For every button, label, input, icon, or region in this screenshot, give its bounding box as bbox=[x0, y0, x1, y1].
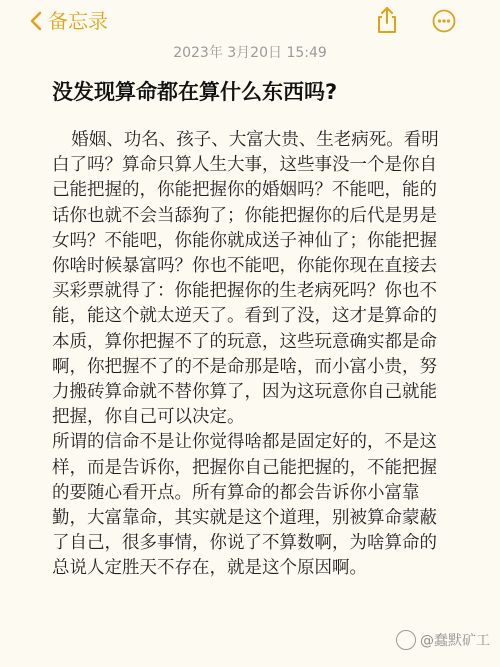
note-title[interactable]: 没发现算命都在算什么东西吗? bbox=[52, 80, 338, 104]
watermark-logo-icon bbox=[396, 630, 416, 650]
note-body[interactable] bbox=[52, 128, 452, 582]
watermark bbox=[396, 630, 490, 650]
watermark-text: @蠢默矿工 bbox=[420, 633, 490, 649]
note-timestamp: 2023年 3月20日 15:49 bbox=[173, 45, 327, 61]
back-button[interactable] bbox=[30, 8, 108, 34]
top-navigation-bar bbox=[0, 0, 500, 44]
more-icon bbox=[432, 9, 456, 33]
note-paragraph-1: 婚姻、功名、孩子、大富大贵、生老病死。看明白了吗？算命只算人生大事，这些事没一个是你自己能把握的，你能把握你的婚姻吗？不能吧，能的话你也就不会当舔狗了；你能把握你的后代是男是女吗？不能吧，你能你就成送子神仙了；你能把握你啥时候暴富吗？你也不能吧，你能你现在直接去买彩票就得了：你能把握你的生老病死吗？你也不能，能这个就太逆天了。看到了没，这才是算命的本质，算你把握不了的玩意，这些玩意确实都是命啊，你把握不了的不是命那是啥，而小富小贵，努力搬砖算命就不替你算了，因为这玩意你自己就能把握，你自己可以决定。 bbox=[52, 130, 439, 428]
share-icon bbox=[374, 6, 400, 34]
back-button-label: 备忘录 bbox=[48, 9, 108, 33]
chevron-left-icon bbox=[30, 11, 42, 31]
more-options-button[interactable] bbox=[432, 9, 456, 33]
share-button[interactable] bbox=[374, 6, 400, 34]
note-paragraph-2: 所谓的信命不是让你觉得啥都是固定好的，不是这样，而是告诉你，把握你自己能把握的，不能把握的要随心看开点。所有算命的都会告诉你小富靠勤，大富靠命，其实就是这个道理，别被算命蒙蔽了自己，很多事情，你说了不算数啊，为啥算命的总说人定胜天不存在，就是这个原因啊。 bbox=[52, 432, 437, 579]
